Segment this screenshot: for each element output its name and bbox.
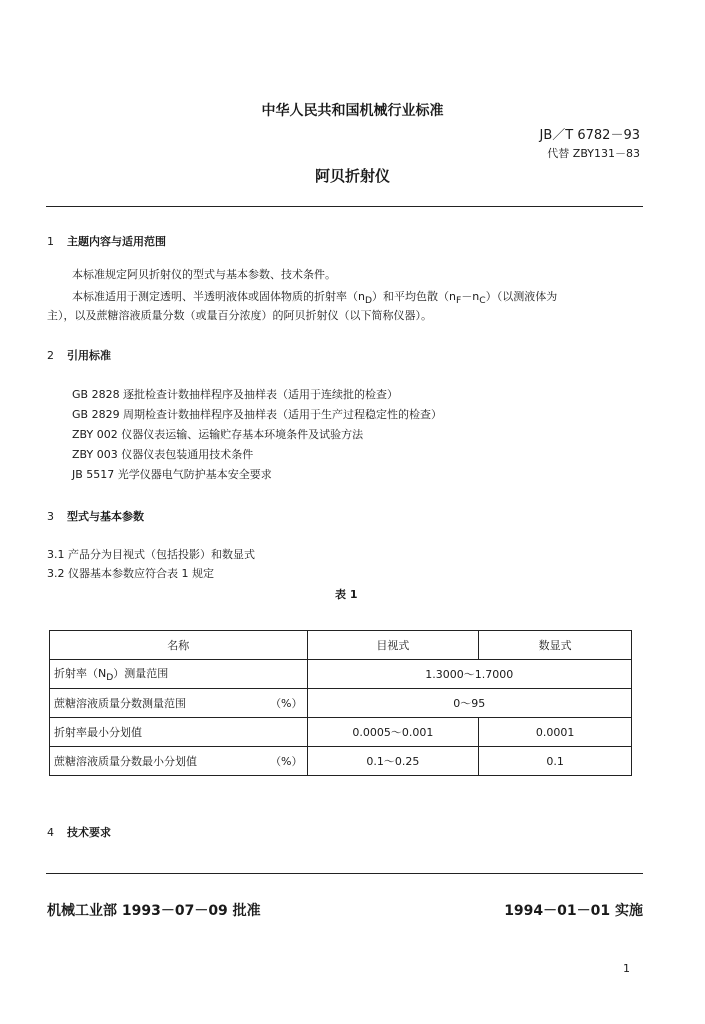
section-1-paragraph-1: 本标准规定阿贝折射仪的型式与基本参数、技术条件。 (72, 268, 336, 281)
row-unit: （%） (270, 755, 303, 768)
row-value-merged: 0～95 (307, 689, 631, 718)
reference-item: ZBY 003 仪器仪表包装通用技术条件 (72, 448, 254, 461)
section-title: 型式与基本参数 (67, 510, 144, 523)
section-number: 1 (47, 235, 54, 248)
footer-rule (46, 873, 643, 874)
document-title: 阿贝折射仪 (314, 167, 390, 185)
section-number: 3 (47, 510, 54, 523)
reference-item: GB 2828 逐批检查计数抽样程序及抽样表（适用于连续批的检查） (72, 388, 399, 401)
reference-item: JB 5517 光学仪器电气防护基本安全要求 (72, 468, 272, 481)
row-value-merged: 1.3000～1.7000 (307, 660, 631, 689)
table-row (50, 660, 632, 689)
header-digital: 数显式 (479, 631, 632, 660)
table-row (50, 718, 632, 747)
section-title: 技术要求 (67, 826, 111, 839)
effective-date: 1994－01－01 实施 (504, 903, 643, 919)
row-value-digital: 0.1 (479, 747, 632, 776)
section-1-heading (47, 233, 166, 249)
parameters-table (49, 630, 632, 776)
section-4-heading (47, 824, 111, 840)
table-caption: 表 1 (335, 588, 358, 601)
row-value-visual: 0.0005～0.001 (307, 718, 479, 747)
standard-code: JB／T 6782－93 (539, 128, 640, 143)
table-row (50, 689, 632, 718)
reference-item: ZBY 002 仪器仪表运输、运输贮存基本环境条件及试验方法 (72, 428, 364, 441)
page-number: 1 (623, 962, 630, 975)
header-rule (46, 206, 643, 207)
row-value-visual: 0.1～0.25 (307, 747, 479, 776)
row-value-digital: 0.0001 (479, 718, 632, 747)
approval-line: 机械工业部 1993－07－09 批准 (47, 903, 261, 919)
row-name: 折射率最小分划值 (50, 718, 308, 747)
reference-item: GB 2829 周期检查计数抽样程序及抽样表（适用于生产过程稳定性的检查） (72, 408, 443, 421)
org-title: 中华人民共和国机械行业标准 (261, 103, 444, 119)
header-name: 名称 (50, 631, 308, 660)
section-3-heading (47, 508, 144, 524)
section-title: 引用标准 (67, 349, 111, 362)
section-2-heading (47, 347, 111, 363)
table-header-row (50, 631, 632, 660)
section-number: 2 (47, 349, 54, 362)
section-1-paragraph-2-cont: 主），以及蔗糖溶液质量分数（或量百分浓度）的阿贝折射仪（以下简称仪器）。 (47, 309, 432, 322)
section-1-paragraph-2: 本标准适用于测定透明、半透明液体或固体物质的折射率$(n_D)$和平均色散$(n_F-n_C)$（以测液体为 (72, 290, 558, 307)
table-row (50, 747, 632, 776)
section-title: 主题内容与适用范围 (67, 235, 166, 248)
clause-3-1: 3.1 产品分为目视式（包括投影）和数显式 (47, 548, 255, 561)
clause-3-2: 3.2 仪器基本参数应符合表 1 规定 (47, 567, 214, 580)
replaces-code: 代替 ZBY131－83 (547, 147, 640, 160)
row-name: 折射率$(N_D)$测量范围 (50, 660, 308, 689)
header-visual: 目视式 (307, 631, 479, 660)
section-number: 4 (47, 826, 54, 839)
row-name: 蔗糖溶液质量分数测量范围 （%） (50, 689, 308, 718)
row-unit: （%） (270, 697, 303, 710)
row-name: 蔗糖溶液质量分数最小分划值 （%） (50, 747, 308, 776)
